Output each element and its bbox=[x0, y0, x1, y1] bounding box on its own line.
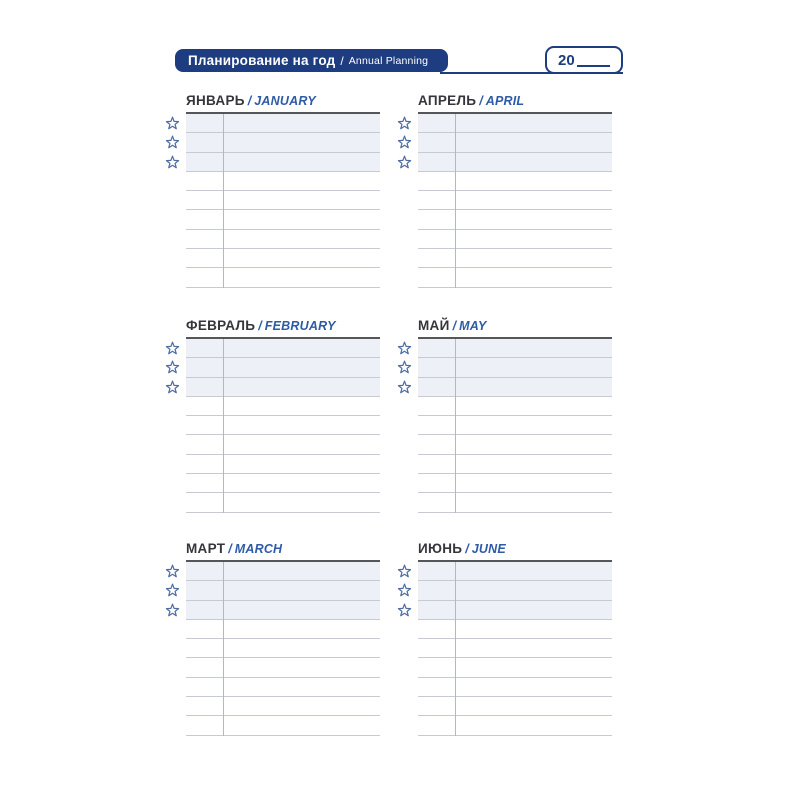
month-name-separator: / bbox=[452, 319, 457, 333]
ruled-row[interactable] bbox=[186, 474, 380, 493]
priority-row[interactable] bbox=[186, 358, 380, 377]
month-title-february bbox=[186, 317, 380, 335]
star-outline-icon bbox=[165, 154, 180, 169]
ruled-row[interactable] bbox=[418, 455, 612, 474]
month-name-ru: МАЙ bbox=[418, 318, 450, 333]
star-outline-icon bbox=[397, 116, 412, 131]
date-column-divider bbox=[223, 562, 224, 736]
star-outline-icon bbox=[397, 602, 412, 617]
month-title-june bbox=[418, 540, 612, 558]
month-table-june bbox=[418, 560, 612, 736]
month-name-separator: / bbox=[228, 542, 232, 556]
star-outline-icon bbox=[165, 116, 180, 131]
star-outline-icon bbox=[397, 135, 412, 150]
ruled-row[interactable] bbox=[186, 455, 380, 474]
month-name-ru: ИЮНЬ bbox=[418, 541, 463, 556]
month-section-january bbox=[186, 92, 380, 288]
star-outline-icon bbox=[397, 341, 412, 356]
priority-row[interactable] bbox=[186, 601, 380, 620]
page-title-en: Annual Planning bbox=[348, 54, 429, 67]
month-name-en: APRIL bbox=[485, 94, 525, 108]
month-name-ru: МАРТ bbox=[186, 541, 226, 556]
ruled-row[interactable] bbox=[186, 697, 380, 716]
star-outline-icon bbox=[165, 602, 180, 617]
ruled-row[interactable] bbox=[186, 620, 380, 639]
month-table-february bbox=[186, 337, 380, 513]
ruled-row[interactable] bbox=[418, 172, 612, 191]
ruled-row[interactable] bbox=[186, 493, 380, 512]
month-name-en: MAY bbox=[459, 319, 487, 333]
ruled-row[interactable] bbox=[186, 210, 380, 229]
page-title-separator: / bbox=[340, 53, 344, 68]
year-field[interactable] bbox=[545, 46, 623, 74]
month-name-separator: / bbox=[247, 94, 252, 108]
priority-row[interactable] bbox=[418, 601, 612, 620]
year-blank-line bbox=[577, 65, 610, 68]
month-section-june bbox=[418, 540, 612, 736]
date-column-divider bbox=[223, 114, 224, 288]
ruled-row[interactable] bbox=[418, 716, 612, 735]
month-name-ru: АПРЕЛЬ bbox=[418, 93, 477, 108]
month-section-february bbox=[186, 317, 380, 513]
page-title-bar bbox=[175, 49, 448, 72]
ruled-row[interactable] bbox=[418, 639, 612, 658]
month-section-may bbox=[418, 317, 612, 513]
ruled-row[interactable] bbox=[186, 658, 380, 677]
ruled-row[interactable] bbox=[418, 191, 612, 210]
month-name-ru: ЯНВАРЬ bbox=[186, 93, 245, 108]
ruled-row[interactable] bbox=[186, 416, 380, 435]
priority-row[interactable] bbox=[418, 133, 612, 152]
month-table-january bbox=[186, 112, 380, 288]
ruled-row[interactable] bbox=[186, 230, 380, 249]
ruled-row[interactable] bbox=[418, 620, 612, 639]
ruled-row[interactable] bbox=[418, 493, 612, 512]
date-column-divider bbox=[223, 339, 224, 513]
month-name-ru: ФЕВРАЛЬ bbox=[186, 318, 256, 333]
month-title-january bbox=[186, 92, 380, 110]
priority-row[interactable] bbox=[418, 581, 612, 600]
priority-row[interactable] bbox=[186, 153, 380, 172]
ruled-row[interactable] bbox=[418, 678, 612, 697]
ruled-row[interactable] bbox=[186, 639, 380, 658]
ruled-row[interactable] bbox=[186, 435, 380, 454]
month-section-march bbox=[186, 540, 380, 736]
ruled-row[interactable] bbox=[418, 210, 612, 229]
month-table-may bbox=[418, 337, 612, 513]
priority-row[interactable] bbox=[418, 378, 612, 397]
star-outline-icon bbox=[165, 583, 180, 598]
star-outline-icon bbox=[165, 341, 180, 356]
month-title-april bbox=[418, 92, 612, 110]
ruled-row[interactable] bbox=[186, 191, 380, 210]
month-name-separator: / bbox=[479, 94, 483, 108]
priority-row[interactable] bbox=[418, 358, 612, 377]
priority-row[interactable] bbox=[186, 378, 380, 397]
month-section-april bbox=[418, 92, 612, 288]
star-outline-icon bbox=[397, 360, 412, 375]
month-title-march bbox=[186, 540, 380, 558]
page-title-ru: Планирование на год bbox=[188, 53, 336, 68]
month-name-en: FEBRUARY bbox=[264, 319, 336, 333]
ruled-row[interactable] bbox=[418, 249, 612, 268]
month-title-may bbox=[418, 317, 612, 335]
priority-row[interactable] bbox=[418, 562, 612, 581]
ruled-row[interactable] bbox=[418, 658, 612, 677]
month-table-april bbox=[418, 112, 612, 288]
month-name-separator: / bbox=[258, 319, 262, 333]
star-outline-icon bbox=[165, 564, 180, 579]
ruled-row[interactable] bbox=[418, 230, 612, 249]
star-outline-icon bbox=[165, 360, 180, 375]
star-outline-icon bbox=[397, 379, 412, 394]
ruled-row[interactable] bbox=[418, 474, 612, 493]
star-outline-icon bbox=[397, 564, 412, 579]
priority-row[interactable] bbox=[186, 133, 380, 152]
date-column-divider bbox=[455, 562, 456, 736]
ruled-row[interactable] bbox=[418, 397, 612, 416]
star-outline-icon bbox=[165, 379, 180, 394]
ruled-row[interactable] bbox=[186, 716, 380, 735]
ruled-row[interactable] bbox=[186, 678, 380, 697]
ruled-row[interactable] bbox=[418, 435, 612, 454]
priority-row[interactable] bbox=[186, 339, 380, 358]
month-name-en: JANUARY bbox=[254, 94, 316, 108]
month-name-separator: / bbox=[465, 542, 469, 556]
star-outline-icon bbox=[397, 583, 412, 598]
date-column-divider bbox=[455, 114, 456, 288]
priority-row[interactable] bbox=[418, 114, 612, 133]
ruled-row[interactable] bbox=[418, 268, 612, 287]
priority-row[interactable] bbox=[186, 581, 380, 600]
ruled-row[interactable] bbox=[186, 249, 380, 268]
ruled-row[interactable] bbox=[186, 172, 380, 191]
priority-row[interactable] bbox=[418, 339, 612, 358]
month-name-en: MARCH bbox=[234, 542, 283, 556]
star-outline-icon bbox=[165, 135, 180, 150]
ruled-row[interactable] bbox=[418, 416, 612, 435]
month-table-march bbox=[186, 560, 380, 736]
year-prefix: 20 bbox=[558, 51, 575, 69]
priority-row[interactable] bbox=[186, 114, 380, 133]
ruled-row[interactable] bbox=[186, 397, 380, 416]
priority-row[interactable] bbox=[418, 153, 612, 172]
month-name-en: JUNE bbox=[471, 542, 506, 556]
ruled-row[interactable] bbox=[186, 268, 380, 287]
date-column-divider bbox=[455, 339, 456, 513]
star-outline-icon bbox=[397, 154, 412, 169]
priority-row[interactable] bbox=[186, 562, 380, 581]
ruled-row[interactable] bbox=[418, 697, 612, 716]
